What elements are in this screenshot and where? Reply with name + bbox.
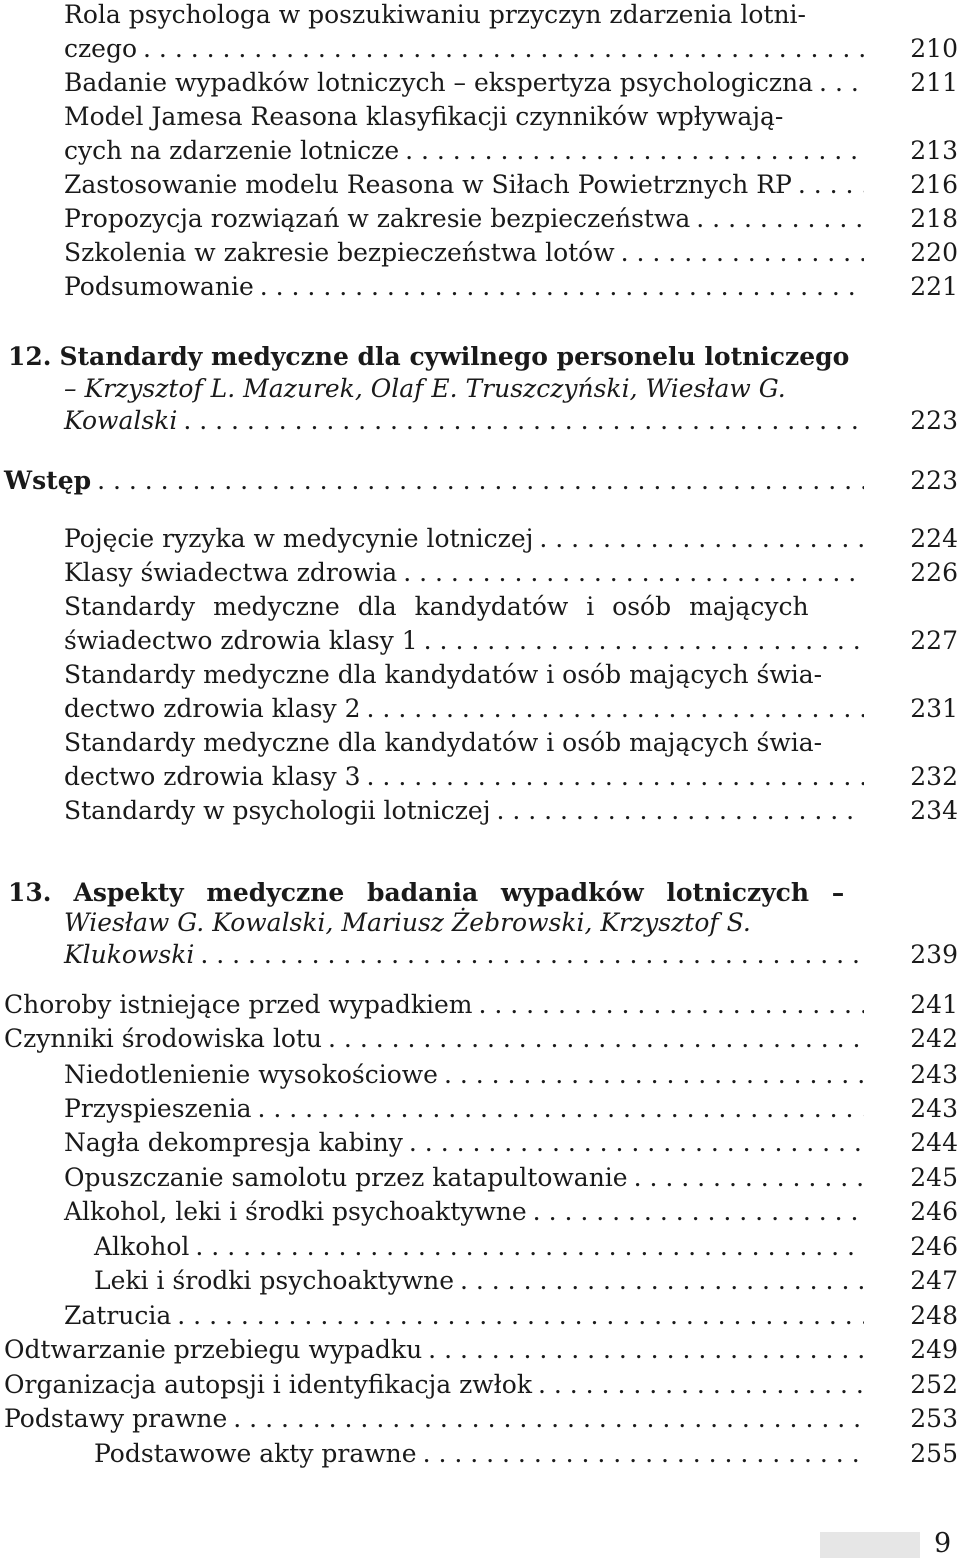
leader-dots bbox=[183, 406, 864, 436]
toc-text: Nagła dekompresja kabiny bbox=[64, 1128, 403, 1157]
toc-entry bbox=[0, 558, 960, 592]
toc-entry bbox=[0, 1060, 960, 1094]
toc-text: Wstęp bbox=[4, 466, 92, 495]
toc-page-number: 241 bbox=[910, 990, 958, 1019]
toc-text: Propozycja rozwiązań w zakresie bezpieczeństwa bbox=[64, 204, 691, 233]
toc-page-number: 244 bbox=[910, 1128, 958, 1157]
leader-dots bbox=[177, 1301, 864, 1331]
toc-text: Opuszczanie samolotu przez katapultowanie bbox=[64, 1163, 628, 1192]
chapter-heading bbox=[0, 342, 960, 376]
toc-text: Badanie wypadków lotniczych – ekspertyza psychologiczna bbox=[64, 68, 814, 97]
chapter-authors-text: Kowalski bbox=[64, 406, 178, 435]
toc-text: dectwo zdrowia klasy 2 bbox=[64, 694, 361, 723]
chapter-authors bbox=[0, 908, 960, 974]
chapter-title-line bbox=[8, 878, 960, 912]
toc-entry bbox=[0, 592, 960, 660]
page-number: 9 bbox=[934, 1528, 952, 1559]
leader-dots bbox=[233, 1404, 864, 1434]
chapter-authors-text: Klukowski bbox=[64, 940, 195, 969]
toc-text: Organizacja autopsji i identyfikacja zwłok bbox=[4, 1370, 532, 1399]
leader-dots bbox=[496, 796, 864, 826]
leader-dots bbox=[539, 524, 864, 554]
chapter-number: 12. bbox=[8, 342, 52, 371]
toc-line bbox=[64, 170, 960, 204]
toc-page-number: 245 bbox=[910, 1163, 958, 1192]
leader-dots bbox=[328, 1024, 864, 1054]
toc-page-number: 243 bbox=[910, 1094, 958, 1123]
toc-page-number: 213 bbox=[910, 136, 958, 165]
toc-entry bbox=[0, 524, 960, 558]
toc-text: Czynniki środowiska lotu bbox=[4, 1024, 323, 1053]
toc-text: Standardy medyczne dla kandydatów i osób mających świa- bbox=[64, 660, 823, 689]
toc-line bbox=[64, 1163, 960, 1197]
toc-page-number: 226 bbox=[910, 558, 958, 587]
toc-text: Model Jamesa Reasona klasyfikacji czynników wpływają- bbox=[64, 102, 784, 131]
leader-dots bbox=[260, 272, 864, 302]
toc-line bbox=[4, 1404, 960, 1438]
toc-page-number: 223 bbox=[910, 466, 958, 495]
toc-text: Choroby istniejące przed wypadkiem bbox=[4, 990, 473, 1019]
toc-line bbox=[64, 728, 960, 762]
leader-dots bbox=[460, 1266, 864, 1296]
toc-entry bbox=[0, 1404, 960, 1438]
chapter-authors-line bbox=[64, 406, 960, 440]
toc-text: Standardy medyczne dla kandydatów i osób mających świa- bbox=[64, 728, 823, 757]
toc-entry bbox=[0, 0, 960, 68]
toc-page-number: 242 bbox=[910, 1024, 958, 1053]
leader-dots bbox=[634, 1163, 864, 1193]
toc-line bbox=[94, 1266, 960, 1300]
toc-entry bbox=[0, 1266, 960, 1300]
leader-dots bbox=[423, 1439, 864, 1469]
leader-dots bbox=[409, 1128, 864, 1158]
toc-page-number: 249 bbox=[910, 1335, 958, 1364]
chapter-title: Standardy medyczne dla cywilnego personelu lotniczego bbox=[59, 342, 850, 371]
toc-line bbox=[64, 592, 960, 626]
toc-page-number: 220 bbox=[910, 238, 958, 267]
toc-entry bbox=[0, 1197, 960, 1231]
toc-entry bbox=[0, 660, 960, 728]
toc-page-number: 232 bbox=[910, 762, 958, 791]
chapter-title-line bbox=[8, 342, 960, 376]
leader-dots bbox=[367, 694, 864, 724]
toc-line bbox=[4, 990, 960, 1024]
toc-entry bbox=[0, 1301, 960, 1335]
toc-entry bbox=[0, 204, 960, 238]
leader-dots bbox=[428, 1335, 864, 1365]
leader-dots bbox=[538, 1370, 864, 1400]
toc-page-number: 253 bbox=[910, 1404, 958, 1433]
toc-text: Podstawy prawne bbox=[4, 1404, 228, 1433]
toc-entry bbox=[0, 272, 960, 306]
toc-entry bbox=[0, 728, 960, 796]
chapter-title: Aspekty medyczne badania wypadków lotniczych – bbox=[73, 878, 845, 907]
toc-text: Leki i środki psychoaktywne bbox=[94, 1266, 454, 1295]
leader-dots bbox=[200, 940, 864, 970]
toc-line bbox=[64, 1094, 960, 1128]
toc-text: Pojęcie ryzyka w medycynie lotniczej bbox=[64, 524, 534, 553]
toc-entry bbox=[0, 796, 960, 830]
toc-line bbox=[64, 694, 960, 728]
toc-page-number: 246 bbox=[910, 1197, 958, 1226]
toc-text: Standardy medyczne dla kandydatów i osób mających bbox=[64, 592, 809, 621]
toc-entry bbox=[0, 1335, 960, 1369]
toc-line bbox=[64, 558, 960, 592]
toc-line bbox=[64, 762, 960, 796]
toc-text: Odtwarzanie przebiegu wypadku bbox=[4, 1335, 423, 1364]
toc-text: Szkolenia w zakresie bezpieczeństwa lotów bbox=[64, 238, 615, 267]
toc-line bbox=[4, 466, 960, 500]
toc-entry bbox=[0, 1370, 960, 1404]
toc-line bbox=[64, 238, 960, 272]
leader-dots bbox=[819, 68, 864, 98]
leader-dots bbox=[621, 238, 864, 268]
toc-page-number: 243 bbox=[910, 1060, 958, 1089]
toc-text: Rola psychologa w poszukiwaniu przyczyn zdarzenia lotni- bbox=[64, 0, 807, 29]
toc-line bbox=[94, 1232, 960, 1266]
toc-entry bbox=[0, 1439, 960, 1473]
toc-line bbox=[64, 34, 960, 68]
toc-entry bbox=[0, 1163, 960, 1197]
toc-entry bbox=[0, 1024, 960, 1058]
toc-line bbox=[64, 626, 960, 660]
toc-line bbox=[64, 204, 960, 238]
toc-text: Alkohol, leki i środki psychoaktywne bbox=[64, 1197, 527, 1226]
toc-entry bbox=[0, 102, 960, 170]
toc-line bbox=[64, 1128, 960, 1162]
chapter-authors-line bbox=[64, 374, 960, 408]
leader-dots bbox=[696, 204, 864, 234]
chapter-authors-line bbox=[64, 940, 960, 974]
toc-line bbox=[64, 524, 960, 558]
chapter-authors-text: Wiesław G. Kowalski, Mariusz Żebrowski, Krzysztof S. bbox=[64, 908, 751, 937]
toc-line bbox=[4, 1370, 960, 1404]
chapter-number: 13. bbox=[8, 878, 52, 907]
toc-text: Alkohol bbox=[94, 1232, 190, 1261]
toc-entry bbox=[0, 238, 960, 272]
toc-entry bbox=[0, 990, 960, 1024]
chapter-heading bbox=[0, 878, 960, 912]
toc-line bbox=[94, 1439, 960, 1473]
toc-text: Podsumowanie bbox=[64, 272, 254, 301]
leader-dots bbox=[424, 626, 864, 656]
toc-page-number: 211 bbox=[910, 68, 958, 97]
toc-text: Przyspieszenia bbox=[64, 1094, 252, 1123]
leader-dots bbox=[367, 762, 864, 792]
toc-page-number: 218 bbox=[910, 204, 958, 233]
toc-line bbox=[64, 0, 960, 34]
footer-bar bbox=[820, 1532, 920, 1558]
toc-line bbox=[64, 1301, 960, 1335]
toc-text: cych na zdarzenie lotnicze bbox=[64, 136, 400, 165]
toc-page-number: 248 bbox=[910, 1301, 958, 1330]
toc-page-number: 247 bbox=[910, 1266, 958, 1295]
toc-line bbox=[64, 136, 960, 170]
leader-dots bbox=[798, 170, 864, 200]
toc-page-number: 224 bbox=[910, 524, 958, 553]
toc-page-number: 239 bbox=[910, 940, 958, 969]
chapter-authors bbox=[0, 374, 960, 440]
toc-page-number: 252 bbox=[910, 1370, 958, 1399]
chapter-authors-text: – Krzysztof L. Mazurek, Olaf E. Truszczyński, Wiesław G. bbox=[64, 374, 786, 403]
toc-text: dectwo zdrowia klasy 3 bbox=[64, 762, 361, 791]
toc-page-number: 223 bbox=[910, 406, 958, 435]
toc-line bbox=[64, 1060, 960, 1094]
toc-text: Niedotlenienie wysokościowe bbox=[64, 1060, 438, 1089]
leader-dots bbox=[444, 1060, 864, 1090]
toc-line bbox=[64, 660, 960, 694]
leader-dots bbox=[97, 466, 864, 496]
toc-page-number: 231 bbox=[910, 694, 958, 723]
toc-text: Podstawowe akty prawne bbox=[94, 1439, 417, 1468]
toc-text: Standardy w psychologii lotniczej bbox=[64, 796, 491, 825]
toc-entry bbox=[0, 1128, 960, 1162]
toc-page-number: 216 bbox=[910, 170, 958, 199]
leader-dots bbox=[195, 1232, 864, 1262]
toc-page-number: 255 bbox=[910, 1439, 958, 1468]
toc-text: czego bbox=[64, 34, 138, 63]
toc-entry bbox=[0, 170, 960, 204]
toc-line bbox=[4, 1335, 960, 1369]
leader-dots bbox=[405, 136, 864, 166]
toc-page-number: 210 bbox=[910, 34, 958, 63]
leader-dots bbox=[478, 990, 864, 1020]
toc-entry bbox=[0, 68, 960, 102]
toc-text: Zastosowanie modelu Reasona w Siłach Powietrznych RP bbox=[64, 170, 792, 199]
toc-page-number: 246 bbox=[910, 1232, 958, 1261]
toc-page-number: 227 bbox=[910, 626, 958, 655]
toc-entry bbox=[0, 1232, 960, 1266]
toc-line bbox=[64, 68, 960, 102]
toc-line bbox=[4, 1024, 960, 1058]
leader-dots bbox=[403, 558, 864, 588]
chapter-authors-line bbox=[64, 908, 960, 942]
toc-page-number: 234 bbox=[910, 796, 958, 825]
toc-text: świadectwo zdrowia klasy 1 bbox=[64, 626, 418, 655]
toc-line bbox=[64, 1197, 960, 1231]
toc-text: Zatrucia bbox=[64, 1301, 172, 1330]
leader-dots bbox=[533, 1197, 864, 1227]
toc-text: Klasy świadectwa zdrowia bbox=[64, 558, 398, 587]
toc-line bbox=[64, 102, 960, 136]
toc-entry bbox=[0, 1094, 960, 1128]
toc-line bbox=[64, 272, 960, 306]
leader-dots bbox=[258, 1094, 865, 1124]
toc-line bbox=[64, 796, 960, 830]
leader-dots bbox=[143, 34, 864, 64]
toc-page-number: 221 bbox=[910, 272, 958, 301]
toc-entry-wstep bbox=[0, 466, 960, 500]
